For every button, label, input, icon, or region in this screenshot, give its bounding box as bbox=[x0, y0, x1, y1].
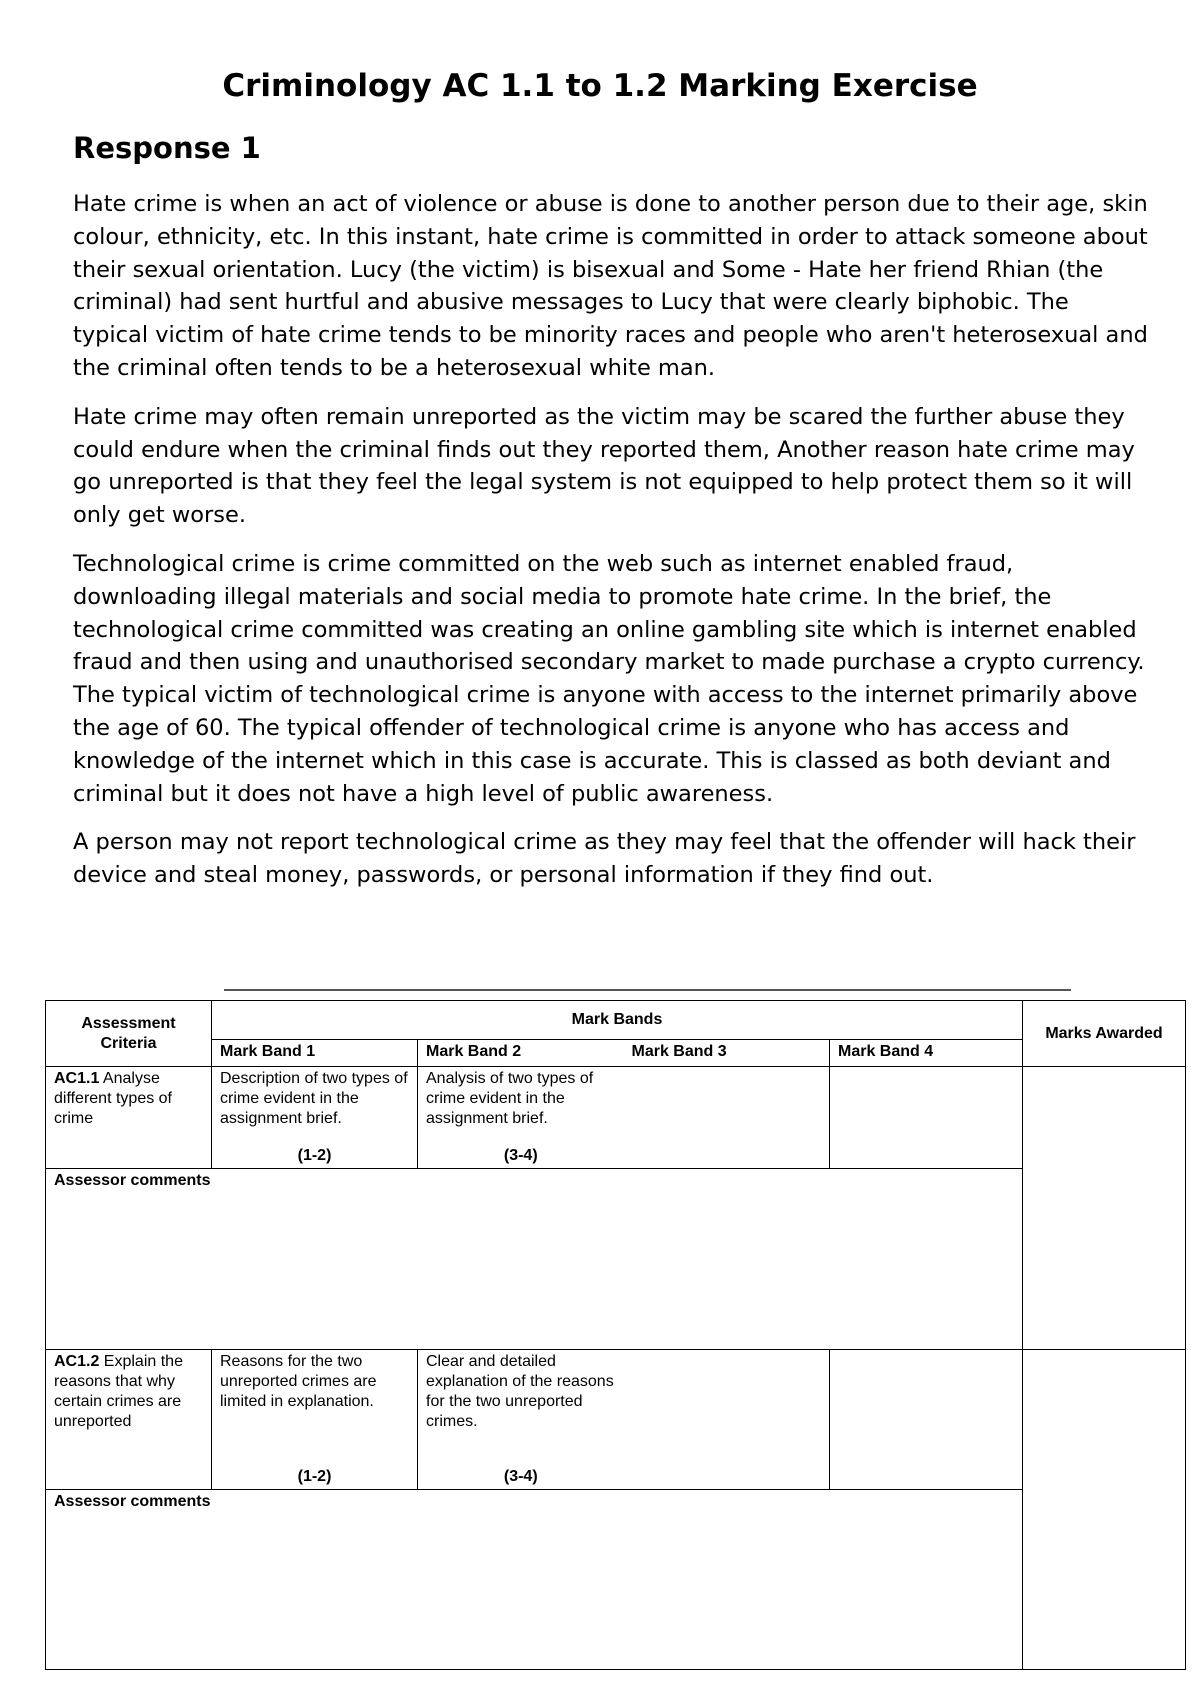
paragraph-technological-crime: Technological crime is crime committed on the web such as internet enabled fraud, downloading illegal materials and social media to promote hate crime. In the brief, the technological crime committed was creating an online gambling site which is internet enabled fraud and then using and unauthorised secondary market to made purchase a crypto currency. The typical victim of technological crime is anyone with access to the internet primarily above the age of 60. The typical offender of technological crime is anyone who has access and knowledge of the internet which in this case is accurate. This is classed as both deviant and criminal but it does not have a high level of public awareness. bbox=[73, 550, 1145, 807]
response-body bbox=[73, 188, 1148, 908]
ac1-2-band-1-cell bbox=[212, 1350, 418, 1490]
marking-grid bbox=[45, 1000, 1186, 1670]
band-descriptor: Reasons for the two unreported crimes are limited in explanation. bbox=[220, 1353, 377, 1410]
criterion-text: Analyse different types of crime bbox=[54, 1070, 172, 1127]
band-mark-range: (3-4) bbox=[503, 1468, 538, 1485]
paragraph-hate-crime: Hate crime is when an act of violence or abuse is done to another person due to their age, skin colour, ethnicity, etc. In this instant, hate crime is committed in order to attack someone about their sexual orientation. Lucy (the victim) is bisexual and Some - Hate her friend Rhian (the criminal) had sent hurtful and abusive messages to Lucy that were clearly biphobic. The typical victim of hate crime tends to be minority races and people who aren't heterosexual and the criminal often tends to be a heterosexual white man. bbox=[73, 191, 1148, 381]
response-heading: Response 1 bbox=[73, 131, 261, 165]
mark-band-1-header: Mark Band 1 bbox=[212, 1040, 418, 1067]
band-mark-range: (1-2) bbox=[297, 1147, 332, 1164]
mark-band-3-header: Mark Band 3 bbox=[624, 1040, 830, 1067]
ac1-1-marks-awarded-cell[interactable] bbox=[1023, 1067, 1186, 1350]
assessment-criteria-header: Assessment Criteria bbox=[46, 1001, 212, 1067]
mark-bands-header: Mark Bands bbox=[212, 1001, 1023, 1040]
ac1-2-band-2-cell bbox=[418, 1350, 624, 1490]
marks-awarded-header: Marks Awarded bbox=[1023, 1001, 1186, 1067]
mark-band-4-header: Mark Band 4 bbox=[830, 1040, 1023, 1067]
criterion-ac1-1 bbox=[46, 1067, 212, 1169]
mark-band-2-header: Mark Band 2 bbox=[418, 1040, 624, 1067]
criterion-code: AC1.1 bbox=[54, 1070, 100, 1087]
divider-line bbox=[224, 989, 1071, 991]
band-mark-range: (3-4) bbox=[503, 1147, 538, 1164]
ac1-1-assessor-comments[interactable]: Assessor comments bbox=[46, 1169, 1023, 1350]
criterion-text: Explain the reasons that why certain crimes are unreported bbox=[54, 1353, 183, 1430]
band-descriptor: Clear and detailed explanation of the reasons for the two unreported crimes. bbox=[426, 1353, 614, 1430]
ac1-2-marks-awarded-cell[interactable] bbox=[1023, 1350, 1186, 1670]
ac1-1-band-2-cell bbox=[418, 1067, 624, 1169]
criterion-code: AC1.2 bbox=[54, 1353, 100, 1370]
paragraph-technological-unreported: A person may not report technological crime as they may feel that the offender will hack their device and steal money, passwords, or personal information if they find out. bbox=[73, 829, 1136, 889]
ac1-2-band-4-cell bbox=[830, 1350, 1023, 1490]
page-title: Criminology AC 1.1 to 1.2 Marking Exercise bbox=[222, 68, 978, 104]
criterion-ac1-2 bbox=[46, 1350, 212, 1490]
ac1-2-assessor-comments[interactable]: Assessor comments bbox=[46, 1490, 1023, 1670]
ac1-1-band-3-cell bbox=[624, 1067, 830, 1169]
band-descriptor: Description of two types of crime evident in the assignment brief. bbox=[220, 1070, 408, 1127]
ac1-2-band-3-cell bbox=[624, 1350, 830, 1490]
paragraph-hate-crime-unreported: Hate crime may often remain unreported as the victim may be scared the further abuse they could endure when the criminal finds out they reported them, Another reason hate crime may go unreported is that they feel the legal system is not equipped to help protect them so it will only get worse. bbox=[73, 403, 1135, 529]
ac1-1-band-4-cell bbox=[830, 1067, 1023, 1169]
band-descriptor: Analysis of two types of crime evident in the assignment brief. bbox=[426, 1070, 594, 1127]
ac1-1-band-1-cell bbox=[212, 1067, 418, 1169]
band-mark-range: (1-2) bbox=[297, 1468, 332, 1485]
